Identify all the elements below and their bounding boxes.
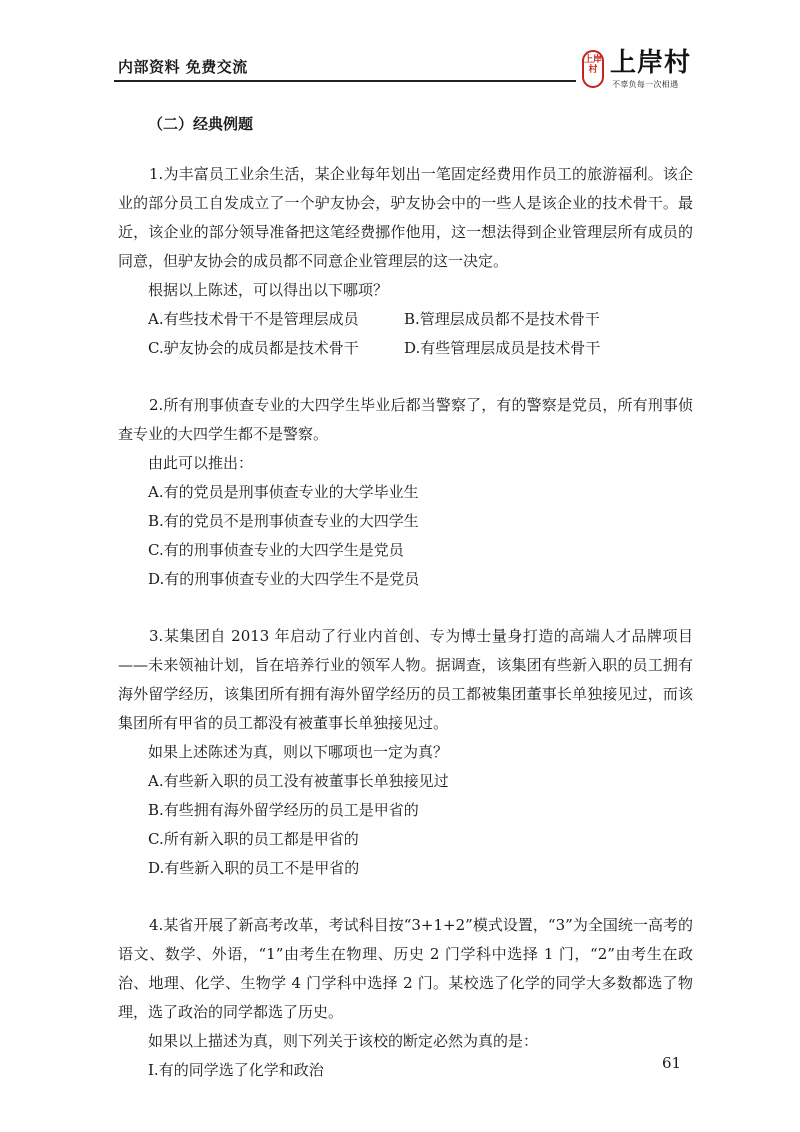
option-b: B.管理层成员都不是技术骨干 bbox=[404, 310, 600, 328]
option-c: C.驴友协会的成员都是技术骨干 bbox=[148, 339, 359, 357]
question-stem: 1.为丰富员工业余生活，某企业每年划出一笔固定经费用作员工的旅游福利。该企业的部分员工自发成立了一个驴友协会，驴友协会中的一些人是该企业的技术骨干。最近，该企业的部分领导准备把这笔经费挪作他用，这一想法得到企业管理层所有成员的同意，但驴友协会的成员都不同意企业管理层的这一决定。 bbox=[118, 165, 693, 270]
option-a: A.有些新入职的员工没有被董事长单独接见过 bbox=[148, 772, 449, 790]
section-title: （二）经典例题 bbox=[148, 115, 254, 133]
option-row bbox=[118, 334, 693, 363]
option-b: B.有的党员不是刑事侦查专业的大四学生 bbox=[148, 512, 419, 530]
question-stem: 4.某省开展了新高考改革，考试科目按“3+1+2”模式设置，“3”为全国统一高考的语文、数学、外语，“1”由考生在物理、历史 2 门学科中选择 1 门，“2”由考生在政治、地理、化学、生物学 4 门学科中选择 2 门。某校选了化学的同学大多数都选了物理，选了政治的同学都选了历史。 bbox=[118, 916, 693, 1021]
option-a: A.有的党员是刑事侦查专业的大学毕业生 bbox=[148, 483, 419, 501]
logo-name: 上岸村 bbox=[610, 48, 692, 78]
question-stem: 2.所有刑事侦查专业的大四学生毕业后都当警察了，有的警察是党员，所有刑事侦查专业的大四学生都不是警察。 bbox=[118, 396, 693, 443]
brand-logo bbox=[582, 48, 700, 94]
question-prompt: 如果上述陈述为真，则以下哪项也一定为真？ bbox=[148, 743, 449, 761]
statement-1: Ⅰ.有的同学选了化学和政治 bbox=[148, 1061, 324, 1079]
page-content bbox=[118, 110, 693, 1085]
logo-slogan: 不辜负每一次相遇 bbox=[612, 80, 679, 89]
question-prompt: 根据以上陈述，可以得出以下哪项？ bbox=[148, 281, 389, 299]
option-d: D.有些新入职的员工不是甲省的 bbox=[148, 859, 360, 877]
header-text: 内部资料 免费交流 bbox=[118, 58, 248, 76]
option-d: D.有的刑事侦查专业的大四学生不是党员 bbox=[148, 570, 420, 588]
question-2 bbox=[118, 391, 693, 594]
question-prompt: 由此可以推出： bbox=[148, 454, 254, 472]
logo-seal-icon: 上岸村 bbox=[582, 50, 604, 88]
option-c: C.有的刑事侦查专业的大四学生是党员 bbox=[148, 541, 404, 559]
option-c: C.所有新入职的员工都是甲省的 bbox=[148, 830, 359, 848]
page-number: 61 bbox=[662, 1054, 682, 1072]
option-d: D.有些管理层成员是技术骨干 bbox=[404, 339, 601, 357]
option-a: A.有些技术骨干不是管理层成员 bbox=[148, 310, 359, 328]
option-b: B.有些拥有海外留学经历的员工是甲省的 bbox=[148, 801, 419, 819]
question-stem: 3.某集团自 2013 年启动了行业内首创、专为博士量身打造的高端人才品牌项目——未来领袖计划，旨在培养行业的领军人物。据调查，该集团有些新入职的员工拥有海外留学经历，该集团所有拥有海外留学经历的员工都被集团董事长单独接见过，而该集团所有甲省的员工都没有被董事长单独接见过。 bbox=[118, 627, 693, 732]
option-row bbox=[118, 305, 693, 334]
question-prompt: 如果以上描述为真，则下列关于该校的断定必然为真的是： bbox=[148, 1032, 539, 1050]
question-1 bbox=[118, 160, 693, 363]
question-4 bbox=[118, 911, 693, 1085]
question-3 bbox=[118, 622, 693, 883]
header-rule bbox=[114, 80, 576, 82]
